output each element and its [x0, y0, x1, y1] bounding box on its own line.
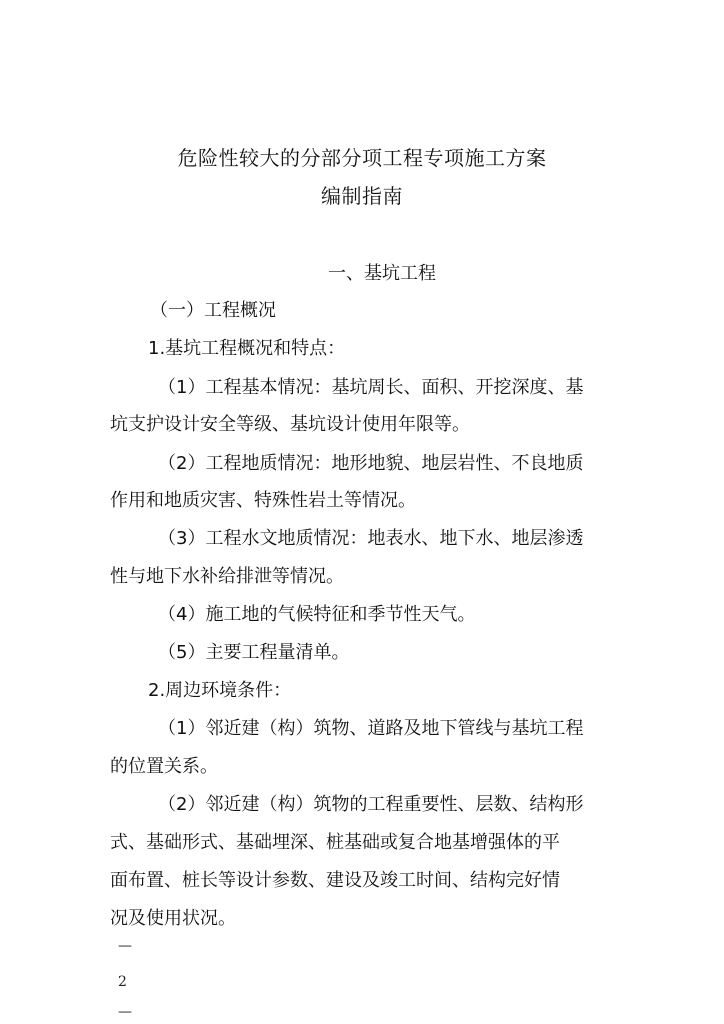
- list-item-continuation: 式、基础形式、基础埋深、桩基础或复合地基增强体的平: [110, 832, 560, 853]
- list-item-continuation: 况及使用状况。: [110, 908, 236, 929]
- list-item: （3）工程水文地质情况：地表水、地下水、地层渗透: [158, 528, 584, 549]
- list-item: （2）邻近建（构）筑物的工程重要性、层数、结构形: [158, 794, 584, 815]
- list-item: （2）工程地质情况：地形地貌、地层岩性、不良地质: [158, 453, 584, 474]
- list-item-continuation: 面布置、桩长等设计参数、建设及竣工时间、结构完好情: [110, 870, 560, 891]
- list-item: （5）主要工程量清单。: [158, 642, 350, 663]
- list-item-continuation: 性与地下水补给排泄等情况。: [110, 566, 344, 587]
- list-item-continuation: 的位置关系。: [110, 756, 218, 777]
- list-item-continuation: 坑支护设计安全等级、基坑设计使用年限等。: [110, 414, 470, 435]
- document-title: 危险性较大的分部分项工程专项施工方案: [177, 146, 547, 170]
- subsection-heading: （一）工程概况: [150, 300, 276, 321]
- list-item: （4）施工地的气候特征和季节性天气。: [158, 604, 476, 625]
- list-item-continuation: 作用和地质灾害、特殊性岩土等情况。: [110, 490, 416, 511]
- document-subtitle: 编制指南: [321, 184, 403, 208]
- item2-heading: 2.周边环境条件：: [148, 680, 292, 701]
- footer-dash-bottom: —: [118, 1004, 132, 1020]
- page-number: 2: [118, 974, 127, 990]
- item1-heading: 1.基坑工程概况和特点：: [148, 338, 346, 359]
- list-item: （1）邻近建（构）筑物、道路及地下管线与基坑工程: [158, 718, 584, 739]
- footer-dash-top: —: [118, 938, 132, 954]
- section-heading: 一、基坑工程: [328, 263, 436, 284]
- list-item: （1）工程基本情况：基坑周长、面积、开挖深度、基: [158, 377, 584, 398]
